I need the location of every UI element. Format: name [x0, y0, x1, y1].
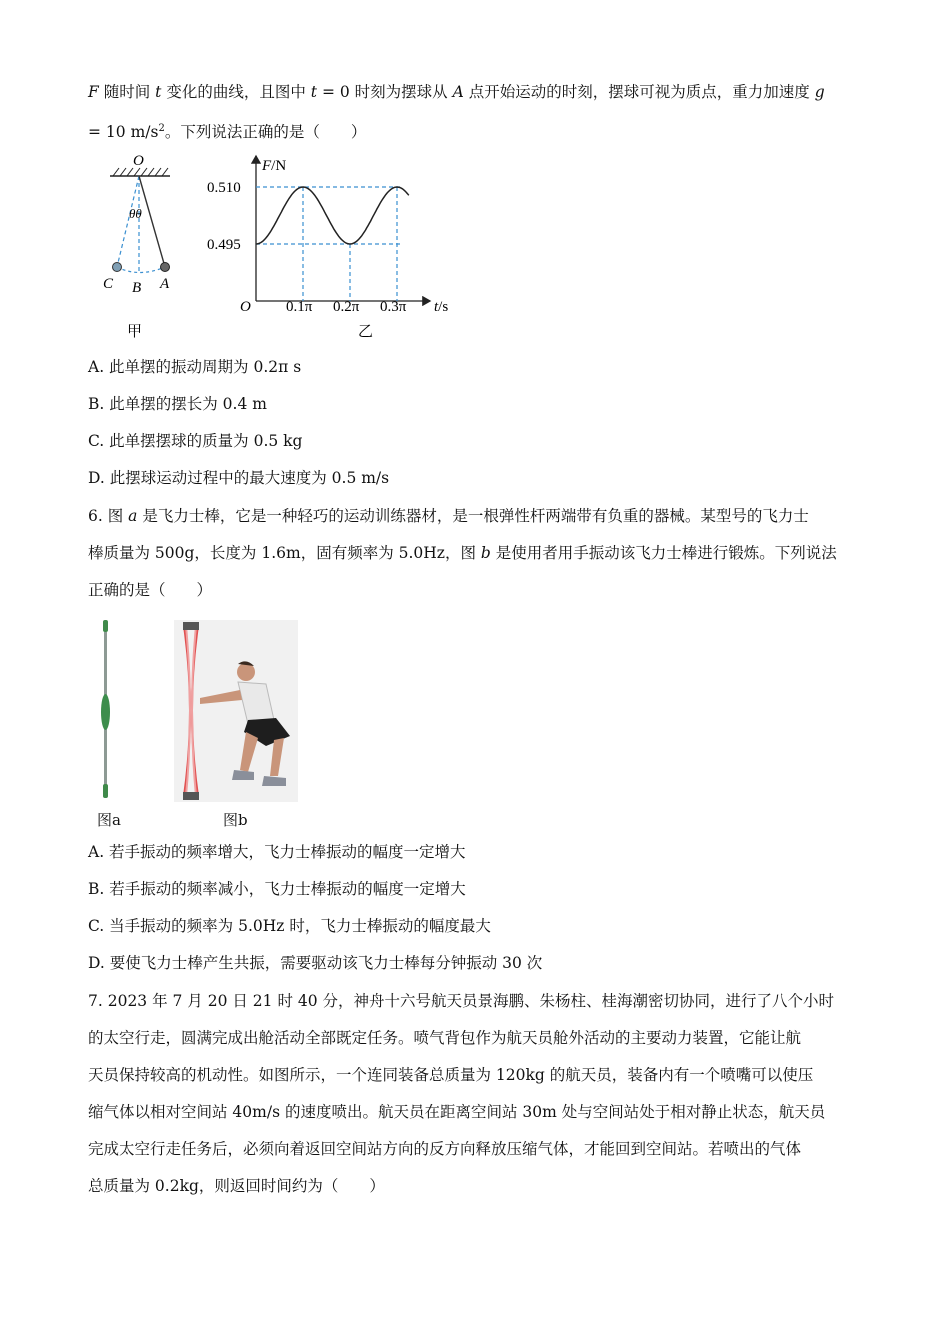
figure-b-exercise-photo [174, 620, 298, 802]
q5-option-c: C. 此单摆摆球的质量为 0.5 kg [88, 432, 303, 450]
x-tick-labels [286, 299, 407, 315]
intro-line-1 [88, 82, 825, 102]
text: 是飞力士棒，它是一种轻巧的运动训练器材，是一根弹性杆两端带有负重的器械。某型号的飞力士 [142, 507, 809, 525]
q7-line-6: 总质量为 0.2kg，则返回时间约为（ ） [88, 1177, 385, 1195]
caption-fig-a: 图a [97, 811, 121, 829]
bar-end-top [103, 620, 108, 632]
q6-option-b: B. 若手振动的频率减小，飞力士棒振动的幅度一定增大 [88, 880, 466, 898]
var-A: A [452, 83, 464, 101]
q6-option-d: D. 要使飞力士棒产生共振，需要驱动该飞力士棒每分钟振动 30 次 [88, 954, 543, 972]
ceiling-hatch [113, 168, 168, 176]
q6-line-1 [88, 506, 809, 526]
text: 。下列说法正确的是（ ） [164, 123, 367, 142]
y-tick-labels [207, 180, 241, 253]
origin-label: O [240, 299, 251, 315]
figure-a-flexi-bar [92, 618, 122, 803]
var-a: a [128, 507, 138, 525]
label-A: A [160, 276, 170, 292]
text: 是使用者用手振动该飞力士棒进行锻炼。下列说法 [495, 544, 837, 562]
bar-weight-top [183, 622, 199, 630]
q7-line-4: 缩气体以相对空间站 40m/s 的速度喷出。航天员在距离空间站 30m 处与空间站处于相对静止状态，航天员 [88, 1103, 826, 1121]
text: 6. 图 [88, 507, 124, 525]
figure-jia-pendulum [95, 148, 185, 348]
ball-C [113, 263, 122, 272]
x-tick-label-1: 0.1π [286, 299, 313, 315]
q7-line-2: 的太空行走，圆满完成出舱活动全部既定任务。喷气背包作为航天员舱外活动的主要动力装置，它能让航 [88, 1029, 802, 1047]
x-tick-label-2: 0.2π [333, 299, 360, 315]
caption-jia: 甲 [127, 324, 143, 340]
y-tick-label-2: 0.495 [207, 237, 241, 253]
left-dashed-string [117, 176, 139, 267]
var-g: g [814, 83, 825, 101]
caption-fig-b: 图b [223, 811, 248, 829]
bar-grip [101, 694, 110, 730]
figure-yi-chart [200, 148, 460, 348]
swing-arc [117, 267, 165, 273]
intro-line-2 [88, 119, 366, 142]
ball-A [161, 263, 170, 272]
y-tick-label-1: 0.510 [207, 180, 241, 196]
text: = 0 时刻为摆球从 [321, 83, 448, 101]
x-tick-label-3: 0.3π [380, 299, 407, 315]
var-F: F [88, 83, 99, 101]
text: = 10 m/s [88, 123, 159, 142]
text: 点开始运动的时刻，摆球可视为质点，重力加速度 [468, 83, 810, 101]
q6-line-2 [88, 543, 837, 563]
q7-line-1: 7. 2023 年 7 月 20 日 21 时 40 分，神舟十六号航天员景海鹏、朱杨柱、桂海潮密切协同，进行了八个小时 [88, 992, 835, 1010]
bar-end-bottom [103, 784, 108, 798]
q7-line-3: 天员保持较高的机动性。如图所示，一个连同装备总质量为 120kg 的航天员，装备内有一个喷嘴可以使压 [88, 1066, 814, 1084]
text: 棒质量为 500g，长度为 1.6m，固有频率为 5.0Hz，图 [88, 544, 476, 562]
q5-option-d: D. 此摆球运动过程中的最大速度为 0.5 m/s [88, 469, 390, 487]
q6-option-c: C. 当手振动的频率为 5.0Hz 时，飞力士棒振动的幅度最大 [88, 917, 491, 935]
y-axis-label: F/N [262, 158, 287, 174]
label-B: B [132, 280, 142, 296]
superscript: 2 [158, 123, 165, 134]
q6-option-a: A. 若手振动的频率增大，飞力士棒振动的幅度一定增大 [88, 843, 466, 861]
q5-option-b: B. 此单摆的摆长为 0.4 m [88, 395, 267, 413]
label-O: O [133, 153, 144, 169]
text: 随时间 [103, 83, 151, 101]
text: 变化的曲线，且图中 [166, 83, 306, 101]
force-curve [256, 187, 409, 244]
bar-weight-bottom [183, 792, 199, 800]
var-t: t [310, 83, 318, 101]
var-t: t [155, 83, 162, 101]
q5-option-a: A. 此单摆的振动周期为 0.2π s [88, 358, 302, 376]
pendulum-string [139, 176, 165, 267]
x-axis-label: t/s [434, 299, 449, 315]
var-b: b [480, 544, 491, 562]
q6-line-3: 正确的是（ ） [88, 581, 213, 599]
label-C: C [103, 276, 114, 292]
label-theta: θθ [129, 206, 142, 221]
caption-yi: 乙 [358, 324, 374, 340]
q7-line-5: 完成太空行走任务后，必须向着返回空间站方向的反方向释放压缩气体，才能回到空间站。若喷出的气体 [88, 1140, 802, 1158]
